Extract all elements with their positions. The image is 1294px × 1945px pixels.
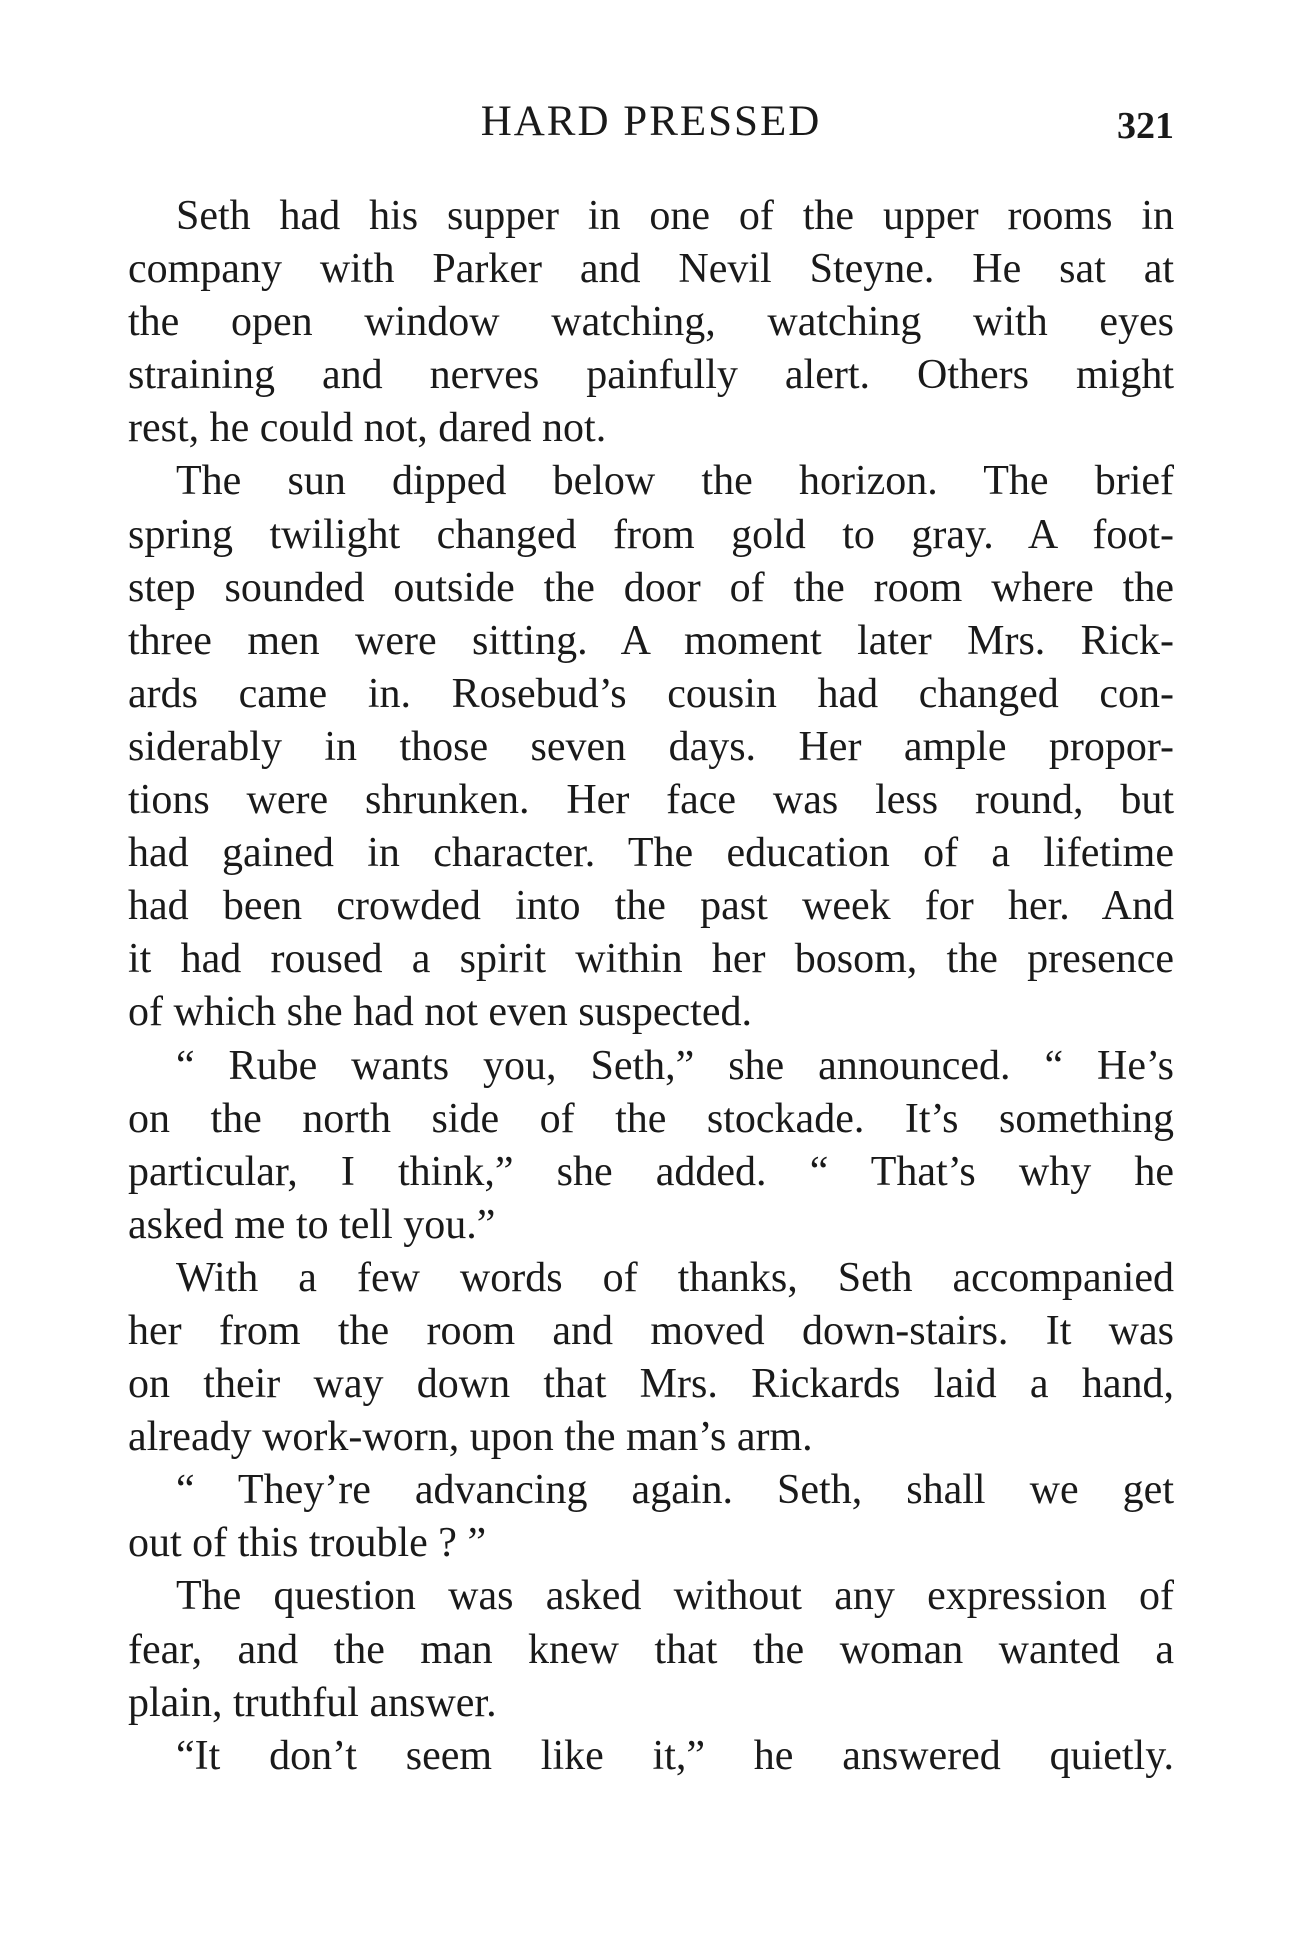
text-line: step sounded outside the door of the room where the (128, 564, 1174, 611)
text-line: had been crowded into the past week for her. And (128, 883, 1174, 930)
text-line: With a few words of thanks, Seth accompanied (176, 1254, 1174, 1301)
text-line: the open window watching, watching with eyes (128, 299, 1174, 346)
paragraph (128, 1252, 1174, 1464)
text-line: out of this trouble ? ” (128, 1520, 487, 1567)
paragraph (128, 1040, 1174, 1252)
running-title: HARD PRESSED (480, 98, 822, 145)
paragraph (128, 1730, 1174, 1783)
text-line: “ They’re advancing again. Seth, shall we get (176, 1467, 1174, 1514)
text-line: ards came in. Rosebud’s cousin had changed con- (128, 670, 1174, 717)
text-line: on the north side of the stockade. It’s something (128, 1095, 1174, 1142)
paragraph (128, 1570, 1174, 1729)
text-line: “ Rube wants you, Seth,” she announced. “ He’s (176, 1042, 1174, 1089)
text-line: “It don’t seem like it,” he answered quietly. (176, 1732, 1174, 1779)
paragraph (128, 455, 1174, 1039)
body-text (128, 190, 1174, 1783)
paragraph (128, 190, 1174, 455)
text-line: already work-worn, upon the man’s arm. (128, 1414, 813, 1461)
text-line: three men were sitting. A moment later Mrs. Rick- (128, 617, 1174, 664)
text-line: it had roused a spirit within her bosom, the presence (128, 936, 1174, 983)
text-line: of which she had not even suspected. (128, 989, 752, 1036)
text-line: particular, I think,” she added. “ That’s why he (128, 1148, 1174, 1195)
page-header (128, 92, 1174, 152)
text-line: company with Parker and Nevil Steyne. He sat at (128, 246, 1174, 293)
text-line: her from the room and moved down-stairs. It was (128, 1307, 1174, 1354)
text-line: Seth had his supper in one of the upper rooms in (176, 193, 1174, 239)
text-line: The question was asked without any expression of (176, 1573, 1174, 1620)
text-line: siderably in those seven days. Her ample propor- (128, 723, 1174, 770)
text-line: straining and nerves painfully alert. Others might (128, 352, 1174, 399)
text-line: plain, truthful answer. (128, 1679, 497, 1726)
text-line: spring twilight changed from gold to gray. A foot- (128, 511, 1174, 558)
text-line: The sun dipped below the horizon. The brief (176, 458, 1174, 505)
text-line: had gained in character. The education of a lifetime (128, 830, 1174, 877)
text-line: rest, he could not, dared not. (128, 405, 607, 452)
text-line: fear, and the man knew that the woman wanted a (128, 1626, 1174, 1673)
page-number: 321 (1117, 105, 1174, 147)
text-line: asked me to tell you.” (128, 1201, 496, 1248)
text-line: tions were shrunken. Her face was less round, but (128, 777, 1174, 824)
text-line: on their way down that Mrs. Rickards laid a hand, (128, 1361, 1174, 1408)
paragraph (128, 1464, 1174, 1570)
